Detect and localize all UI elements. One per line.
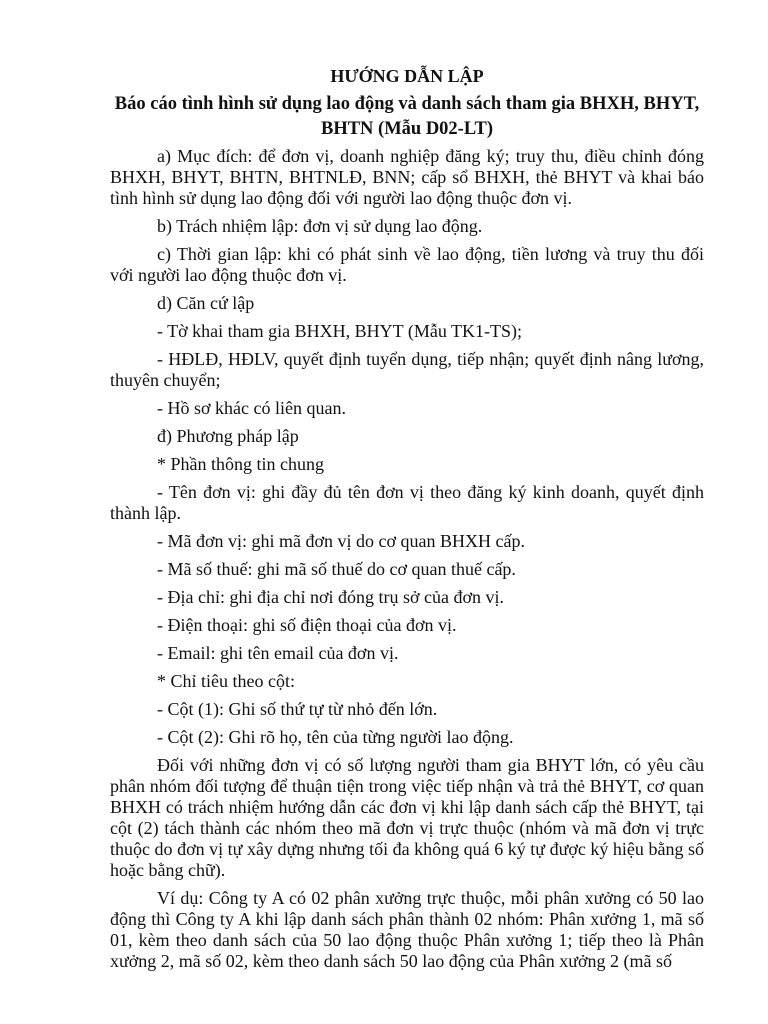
paragraph-basis-item: - HĐLĐ, HĐLV, quyết định tuyển dụng, tiếp nhận; quyết định nâng lương, thuyên chuyển; xyxy=(110,349,704,390)
paragraph-info-item: - Tên đơn vị: ghi đầy đủ tên đơn vị theo đăng ký kinh doanh, quyết định thành lập. xyxy=(110,482,704,523)
paragraph-info-item: - Điện thoại: ghi số điện thoại của đơn vị. xyxy=(157,615,457,635)
paragraph-info-item: - Email: ghi tên email của đơn vị. xyxy=(157,643,399,663)
paragraph-method-heading: đ) Phương pháp lập xyxy=(157,426,299,446)
paragraph-columns-heading: * Chỉ tiêu theo cột: xyxy=(157,671,295,691)
paragraph-example: Ví dụ: Công ty A có 02 phân xưởng trực thuộc, mỗi phân xưởng có 50 lao động thì Công ty A khi lập danh sách phân thành 02 nhóm: Phân xưởng 1, mã số 01, kèm theo danh sách của 50 lao động thuộc Phân xưởng 1; tiếp theo là Phân xưởng 2, mã số 02, kèm theo danh sách 50 lao động của Phân xưởng 2 (mã số xyxy=(110,888,704,971)
paragraph-timing: c) Thời gian lập: khi có phát sinh về lao động, tiền lương và truy thu đối với người lao động thuộc đơn vị. xyxy=(110,244,704,285)
document-subtitle: Báo cáo tình hình sử dụng lao động và danh sách tham gia BHXH, BHYT, BHTN (Mẫu D02-LT) xyxy=(114,94,700,139)
paragraph-basis-item: - Tờ khai tham gia BHXH, BHYT (Mẫu TK1-TS); xyxy=(157,321,522,341)
paragraph-purpose: a) Mục đích: để đơn vị, doanh nghiệp đăng ký; truy thu, điều chỉnh đóng BHXH, BHYT, BHTN, BHTNLĐ, BNN; cấp sổ BHXH, thẻ BHYT và khai báo tình hình sử dụng lao động đối với người lao động thuộc đơn vị. xyxy=(110,146,704,208)
paragraph-grouping-note: Đối với những đơn vị có số lượng người tham gia BHYT lớn, có yêu cầu phân nhóm đối tượng để thuận tiện trong việc tiếp nhận và trả thẻ BHYT, cơ quan BHXH có trách nhiệm hướng dẫn các đơn vị khi lập danh sách cấp thẻ BHYT, tại cột (2) tách thành các nhóm theo mã đơn vị trực thuộc (nhóm và mã đơn vị trực thuộc do đơn vị tự xây dựng nhưng tối đa không quá 6 ký tự được ký hiệu bằng số hoặc bằng chữ). xyxy=(110,755,704,880)
paragraph-info-item: - Địa chỉ: ghi địa chỉ nơi đóng trụ sở của đơn vị. xyxy=(157,587,504,607)
paragraph-basis-heading: d) Căn cứ lập xyxy=(157,293,255,313)
paragraph-info-item: - Mã đơn vị: ghi mã đơn vị do cơ quan BHXH cấp. xyxy=(157,531,525,551)
document-title: HƯỚNG DẪN LẬP xyxy=(330,66,484,86)
paragraph-responsibility: b) Trách nhiệm lập: đơn vị sử dụng lao động. xyxy=(157,216,483,236)
paragraph-general-info-heading: * Phần thông tin chung xyxy=(157,454,324,474)
paragraph-column-item: - Cột (1): Ghi số thứ tự từ nhỏ đến lớn. xyxy=(157,699,438,719)
paragraph-basis-item: - Hồ sơ khác có liên quan. xyxy=(157,398,346,418)
paragraph-info-item: - Mã số thuế: ghi mã số thuế do cơ quan thuế cấp. xyxy=(157,559,516,579)
paragraph-column-item: - Cột (2): Ghi rõ họ, tên của từng người lao động. xyxy=(157,727,514,747)
